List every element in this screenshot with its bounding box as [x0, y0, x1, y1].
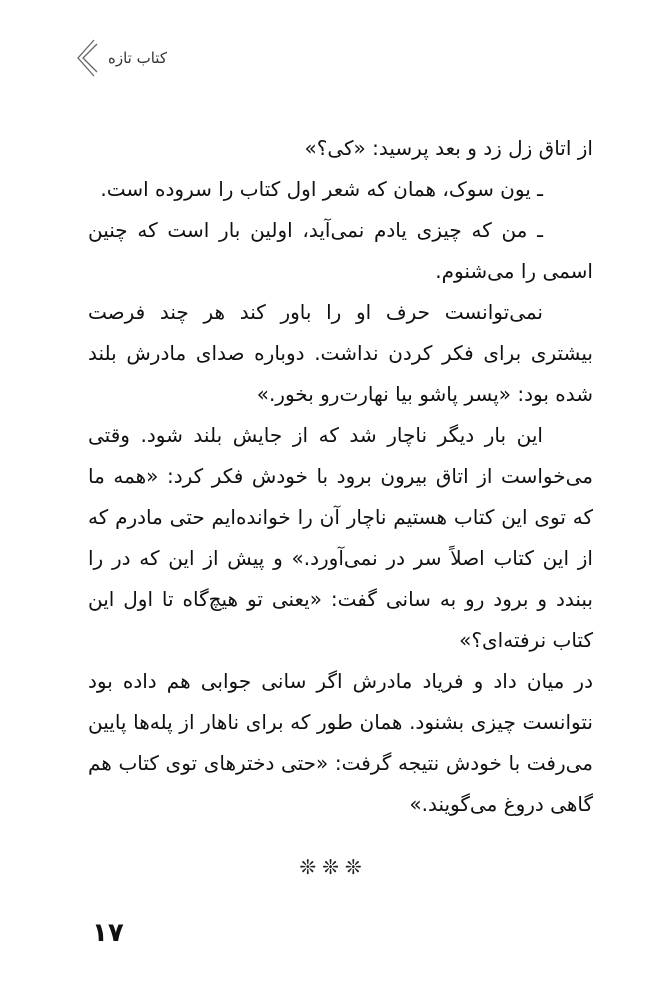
paragraph: نمی‌توانست حرف او را باور کند هر چند فرصت بیشتری برای فکر کردن نداشت. دوباره صدای مادرش بلند شده بود: «پسر پاشو بیا نهارت‌رو بخور.»: [88, 300, 593, 406]
body-text: [88, 128, 593, 825]
dialogue-line: ـ یون سوک، همان که شعر اول کتاب را سروده است.: [100, 177, 543, 201]
dialogue-line: ـ من که چیزی یادم نمی‌آید، اولین بار است که چنین اسمی را می‌شنوم.: [88, 218, 593, 283]
paragraph: در میان داد و فریاد مادرش اگر سانی جوابی هم داده بود نتوانست چیزی بشنود. همان طور که برای ناهار از پله‌ها پایین می‌رفت با خودش نتیجه گرفت: «حتی دخترهای توی کتاب هم گاهی دروغ می‌گویند.»: [88, 669, 593, 816]
open-book-icon: [72, 38, 98, 78]
page-number: ۱۷: [92, 918, 124, 948]
paragraph: این بار دیگر ناچار شد که از جایش بلند شود. وقتی می‌خواست از اتاق بیرون برود با خودش فکر کرد: «همه ما که توی این کتاب هستیم ناچار آن را خوانده‌ایم حتی مادرم که از این کتاب اصلاً سر در نمی‌آورد.» و پیش از این که در را ببندد و برود رو به سانی گفت: «یعنی تو هیچ‌گاه تا اول این کتاب نرفته‌ای؟»: [88, 423, 593, 652]
book-title: کتاب تازه: [108, 49, 167, 67]
section-ornament: ❊❊❊: [299, 855, 368, 879]
running-header: [72, 38, 167, 78]
paragraph: از اتاق زل زد و بعد پرسید: «کی؟»: [304, 136, 593, 160]
